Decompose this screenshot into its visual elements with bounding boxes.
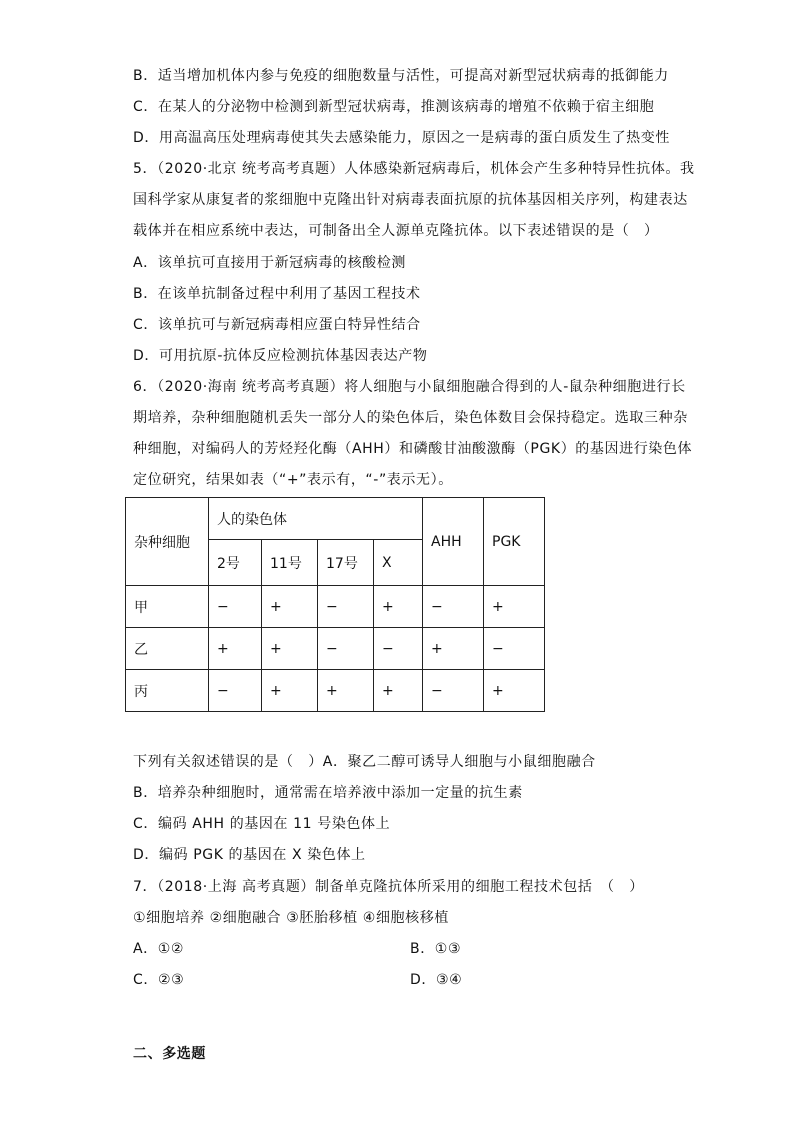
- table-cell: +: [484, 670, 545, 712]
- q6-stem-line3: 种细胞，对编码人的芳烃羟化酶（AHH）和磷酸甘油酸激酶（PGK）的基因进行染色体: [133, 441, 693, 457]
- q5-stem-line3: 载体并在相应系统中表达，可制备出全人源单克隆抗体。以下表述错误的是（ ）: [133, 223, 659, 239]
- q6-option-b: B．培养杂种细胞时，通常需在培养液中添加一定量的抗生素: [133, 785, 523, 801]
- q7-option-b: B．①③: [410, 941, 462, 957]
- header-hybrid-cell: 杂种细胞: [126, 498, 209, 586]
- row-name: 乙: [126, 628, 209, 670]
- q6-option-c: C．编码 AHH 的基因在 11 号染色体上: [133, 816, 391, 832]
- q5-option-a: A．该单抗可直接用于新冠病毒的核酸检测: [133, 255, 406, 271]
- table-cell: −: [484, 628, 545, 670]
- table-cell: −: [209, 586, 262, 628]
- table-row: [126, 670, 545, 712]
- header-pgk: PGK: [484, 498, 545, 586]
- q7-option-d: D．③④: [410, 972, 463, 988]
- subheader-chrom-17: 17号: [318, 540, 374, 586]
- chromosome-table: [125, 497, 545, 712]
- table-row: [126, 628, 545, 670]
- q6-after-table: 下列有关叙述错误的是（ ）A．聚乙二醇可诱导人细胞与小鼠细胞融合: [133, 754, 596, 770]
- subheader-chrom-2: 2号: [209, 540, 262, 586]
- table-cell: +: [262, 670, 318, 712]
- table-cell: +: [318, 670, 374, 712]
- q5-option-d: D．可用抗原-抗体反应检测抗体基因表达产物: [133, 348, 428, 364]
- q7-option-c: C．②③: [133, 972, 185, 988]
- q5-option-c: C．该单抗可与新冠病毒相应蛋白特异性结合: [133, 317, 421, 333]
- table-cell: +: [423, 628, 484, 670]
- subheader-chrom-11: 11号: [262, 540, 318, 586]
- q4-option-c: C．在某人的分泌物中检测到新型冠状病毒，推测该病毒的增殖不依赖于宿主细胞: [133, 99, 655, 115]
- q5-stem-line2: 国科学家从康复者的浆细胞中克隆出针对病毒表面抗原的抗体基因相关序列，构建表达: [133, 192, 688, 208]
- table-cell: +: [209, 628, 262, 670]
- q7-option-a: A．①②: [133, 941, 185, 957]
- table-cell: +: [262, 586, 318, 628]
- table-cell: +: [484, 586, 545, 628]
- table-cell: −: [318, 586, 374, 628]
- q7-stem: 7．（2018·上海 高考真题）制备单克隆抗体所采用的细胞工程技术包括 （ ）: [133, 879, 644, 895]
- table-cell: −: [209, 670, 262, 712]
- subheader-chrom-x: X: [374, 540, 423, 586]
- table-cell: −: [374, 628, 423, 670]
- table-cell: +: [374, 586, 423, 628]
- section-heading-multiple-choice: 二、多选题: [133, 1046, 206, 1062]
- q5-stem-line1: 5．（2020·北京 统考高考真题）人体感染新冠病毒后，机体会产生多种特异性抗体。我: [133, 161, 695, 177]
- q4-option-b: B．适当增加机体内参与免疫的细胞数量与活性，可提高对新型冠状病毒的抵御能力: [133, 68, 669, 84]
- table-cell: −: [423, 670, 484, 712]
- q6-option-d: D．编码 PGK 的基因在 X 染色体上: [133, 847, 366, 863]
- row-name: 丙: [126, 670, 209, 712]
- table-cell: −: [423, 586, 484, 628]
- q5-option-b: B．在该单抗制备过程中利用了基因工程技术: [133, 286, 421, 302]
- header-human-chromosome: 人的染色体: [209, 498, 423, 540]
- q4-option-d: D．用高温高压处理病毒使其失去感染能力，原因之一是病毒的蛋白质发生了热变性: [133, 130, 670, 146]
- table-cell: +: [374, 670, 423, 712]
- table-cell: +: [262, 628, 318, 670]
- q7-items: ①细胞培养 ②细胞融合 ③胚胎移植 ④细胞核移植: [133, 910, 449, 926]
- table-cell: −: [318, 628, 374, 670]
- q6-stem-line1: 6．（2020·海南 统考高考真题）将人细胞与小鼠细胞融合得到的人-鼠杂种细胞进行长: [133, 379, 686, 395]
- table-row: [126, 586, 545, 628]
- row-name: 甲: [126, 586, 209, 628]
- header-ahh: AHH: [423, 498, 484, 586]
- q6-stem-line2: 期培养，杂种细胞随机丢失一部分人的染色体后，染色体数目会保持稳定。选取三种杂: [133, 410, 688, 426]
- q6-stem-line4: 定位研究，结果如表（“+”表示有，“-”表示无）。: [133, 472, 453, 488]
